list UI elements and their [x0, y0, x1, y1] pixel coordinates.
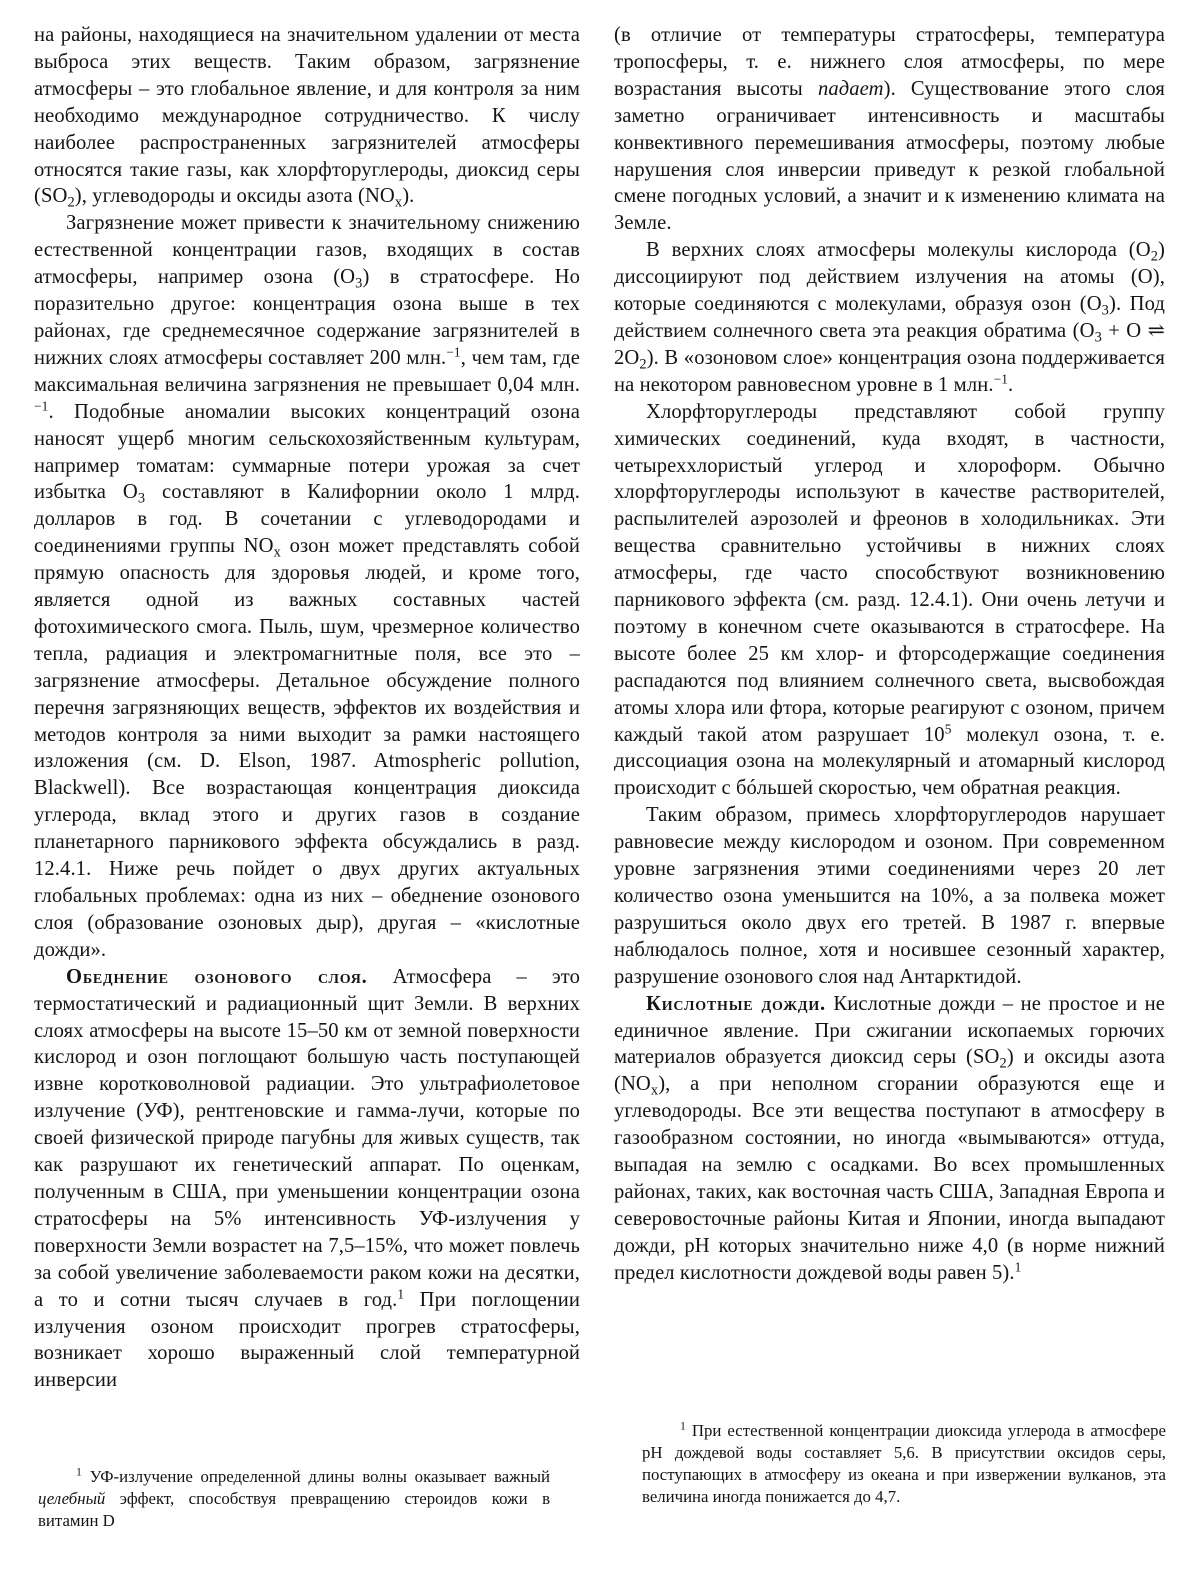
paragraph-ozone-depletion: Обеднение озонового слоя. Атмосфера – это термостатический и радиационный щит Земли. В верхних слоях атмосферы на высоте 15–50 км от земной поверхности кислород и озон поглощают большую часть поступающей извне коротковолновой радиации. Это ультрафиолетовое излучение (УФ), рентгеновские и гамма-лучи, которые по своей физической природе пагубны для живых существ, так как разрушают их генетический аппарат. По оценкам, полученным в США, при уменьшении концентрации озона стратосферы на 5% интенсивность УФ-излучения у поверхности Земли возрастет на 7,5–15%, что может повлечь за собой увеличение заболеваемости раком кожи на десятки, а то и сотни тысяч случаев в год.1 При поглощении излучения озоном происходит прогрев стратосферы, возникает хорошо выраженный слой температурной инверсии	[34, 964, 580, 1395]
footnote-ref: 1	[1015, 1259, 1022, 1274]
footnote-left: 1 УФ-излучение определенной длины волны оказывает важный целебный эффект, способствуя превращению стероидов кожи в витамин D	[38, 1466, 550, 1532]
paragraph-continuation: на районы, находящиеся на значительном удалении от места выброса этих веществ. Таким образом, загрязнение атмосферы – это глобальное явление, и для контроля за ним необходимо международное сотрудничество. К числу наиболее распространенных загрязнителей атмосферы относятся такие газы, как хлорфторуглероды, диоксид серы (SO2), углеводороды и оксиды азота (NOx).	[34, 22, 580, 210]
left-column	[34, 22, 580, 1394]
paragraph-pollution: Загрязнение может привести к значительному снижению естественной концентрации газов, входящих в состав атмосферы, например озона (O3) в стратосфере. Но поразительно другое: концентрация озона выше в тех районах, где среднемесячное содержание загрязнителей в нижних слоях атмосферы составляет 200 млн.−1, чем там, где максимальная величина загрязнения не превышает 0,04 млн.−1. Подобные аномалии высоких концентраций озона наносят ущерб многим сельскохозяйственным культурам, например томатам: суммарные потери урожая за счет избытка O3 составляют в Калифорнии около 1 млрд. долларов в год. В сочетании с углеводородами и соединениями группы NOx озон может представлять собой прямую опасность для здоровья людей, и кроме того, является одной из важных составных частей фотохимического смога. Пыль, шум, чрезмерное количество тепла, радиация и электромагнитные поля, все это – загрязнение атмосферы. Детальное обсуждение полного перечня загрязняющих веществ, эффектов их воздействия и методов контроля за ними выходит за рамки настоящего изложения (см. D. Elson, 1987. Atmospheric pollution, Blackwell). Все возрастающая концентрация диоксида углерода, вклад этого и других газов в создание планетарного парникового эффекта обсуждались в разд. 12.4.1. Ниже речь пойдет о двух других актуальных глобальных проблемах: одна из них – обеднение озонового слоя (образование озоновых дыр), другая – «кислотные дожди».	[34, 210, 580, 963]
paragraph-equilibrium: Таким образом, примесь хлорфторуглеродов нарушает равновесие между кислородом и озоном. При современном уровне загрязнения этими соединениями через 20 лет количество озона уменьшится на 10%, а за полвека может разрушиться около двух его третей. В 1987 г. впервые наблюдалось полное, хотя и носившее сезонный характер, разрушение озонового слоя над Антарктидой.	[614, 802, 1165, 990]
paragraph-acid-rain: Кислотные дожди. Кислотные дожди – не простое и не единичное явление. При сжигании ископаемых горючих материалов образуется диоксид серы (SO2) и оксиды азота (NOx), а при неполном сгорании образуются еще и углеводороды. Все эти вещества поступают в атмосферу в газообразном состоянии, но иногда «вымываются» оттуда, выпадая на землю с осадками. Во всех промышленных районах, таких, как восточная часть США, Западная Европа и северовосточные районы Китая и Японии, иногда выпадают дожди, pH которых значительно ниже 4,0 (в норме нижний предел кислотности дождевой воды равен 5).1	[614, 991, 1165, 1287]
paragraph-cfc: Хлорфторуглероды представляют собой группу химических соединений, куда входят, в частности, четыреххлористый углерод и хлороформ. Обычно хлорфторуглероды используют в качестве растворителей, распылителей аэрозолей и фреонов в холодильниках. Эти вещества сравнительно устойчивы в нижних слоях атмосферы, где часто способствуют возникновению парникового эффекта (см. разд. 12.4.1). Они очень летучи и поэтому в конечном счете оказываются в стратосфере. На высоте более 25 км хлор- и фторсодержащие соединения распадаются под влиянием солнечного света, высвобождая атомы хлора или фтора, которые реагируют с озоном, причем каждый такой атом разрушает 105 молекул озона, т. е. диссоциация озона на молекулярный и атомарный кислород происходит с бóльшей скоростью, чем обратная реакция.	[614, 399, 1165, 803]
section-heading-acid-rain: Кислотные дожди.	[646, 993, 826, 1015]
paragraph-oxygen: В верхних слоях атмосферы молекулы кислорода (O2) диссоциируют под действием излучения на атомы (O), которые соединяются с молекулами, образуя озон (O3). Под действием солнечного света эта реакция обратима (O3 + O ⇌ 2O2). В «озоновом слое» концентрация озона поддерживается на некотором равновесном уровне в 1 млн.−1.	[614, 237, 1165, 398]
paragraph-inversion: (в отличие от температуры стратосферы, температура тропосферы, т. е. нижнего слоя атмосферы, по мере возрастания высоты падает). Существование этого слоя заметно ограничивает интенсивность и масштабы конвективного перемешивания атмосферы, поэтому любые нарушения слоя инверсии приведут к резкой глобальной смене погодных условий, а значит и к изменению климата на Земле.	[614, 22, 1165, 237]
footnote-right: 1 При естественной концентрации диоксида углерода в атмосфере pH дождевой воды составляет 5,6. В присутствии оксидов серы, поступающих в атмосферу из океана и при извержении вулканов, эта величина иногда понижается до 4,7.	[642, 1420, 1166, 1508]
section-heading-ozone: Обеднение озонового слоя.	[66, 966, 368, 988]
footnote-ref: 1	[397, 1286, 404, 1301]
book-page	[0, 0, 1200, 1571]
right-column	[614, 22, 1165, 1287]
